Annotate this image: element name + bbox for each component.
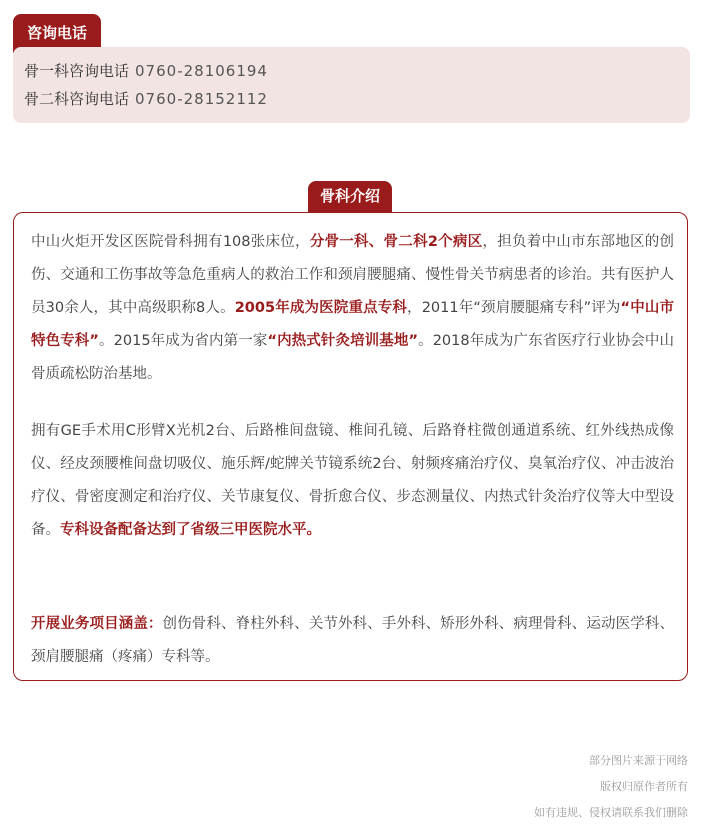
body-text: ，2011年“颈肩腰腿痛专科”评为 [407, 300, 621, 316]
phone-number[interactable]: 0760-28106194 [135, 62, 268, 80]
footer-note-1: 部分图片来源于网络 [589, 754, 688, 767]
body-text: 创伤骨科、脊柱外科、关节外科、手外科、矫形外科、病理骨科、运动医学科、颈肩腰腿痛（疼痛）专科等。 [31, 616, 674, 665]
contact-tab-title: 咨询电话 [13, 14, 101, 53]
highlight-text: 分骨一科、骨二科2个病区 [309, 234, 483, 250]
footer-note-2: 版权归原作者所有 [600, 780, 688, 793]
footer-note-3: 如有违规、侵权请联系我们删除 [534, 806, 688, 819]
contact-label: 骨一科咨询电话 [24, 62, 130, 80]
intro-paragraph-1 [31, 226, 674, 391]
highlight-text: 开展业务项目涵盖： [31, 616, 163, 632]
body-text: 拥有GE手术用C形臂X光机2台、后路椎间盘镜、椎间孔镜、后路脊柱微创通道系统、红外线热成像仪、经皮颈腰椎间盘切吸仪、施乐辉/蛇牌关节镜系统2台、射频疼痛治疗仪、臭氧治疗仪、冲击波治疗仪、骨密度测定和治疗仪、关节康复仪、骨折愈合仪、步态测量仪、内热式针灸治疗仪等大中型设备。 [31, 423, 674, 538]
intro-paragraph-3 [31, 608, 674, 674]
phone-number[interactable]: 0760-28152112 [135, 90, 268, 108]
highlight-text: “中山市特色专科” [31, 300, 674, 349]
contact-line-1 [24, 60, 268, 81]
highlight-text: 2005年成为医院重点专科 [234, 300, 408, 316]
body-text: 中山火炬开发区医院骨科拥有108张床位， [31, 234, 310, 250]
contact-line-2 [24, 88, 268, 109]
contact-label: 骨二科咨询电话 [24, 90, 130, 108]
highlight-text: 专科设备配备达到了省级三甲医院水平。 [60, 522, 321, 538]
body-text: 。2015年成为省内第一家 [98, 333, 268, 349]
body-text: 。2018年成为广东省医疗行业协会中山骨质疏松防治基地。 [31, 333, 674, 382]
intro-tab-title: 骨科介绍 [308, 181, 392, 212]
body-text: ，担负着中山市东部地区的创伤、交通和工伤事故等急危重病人的救治工作和颈肩腰腿痛、慢性骨关节病患者的诊治。共有医护人员30余人，其中高级职称8人。 [31, 234, 674, 316]
highlight-text: “内热式针灸培训基地” [267, 333, 418, 349]
contact-card [13, 47, 690, 123]
intro-paragraph-2 [31, 415, 674, 547]
